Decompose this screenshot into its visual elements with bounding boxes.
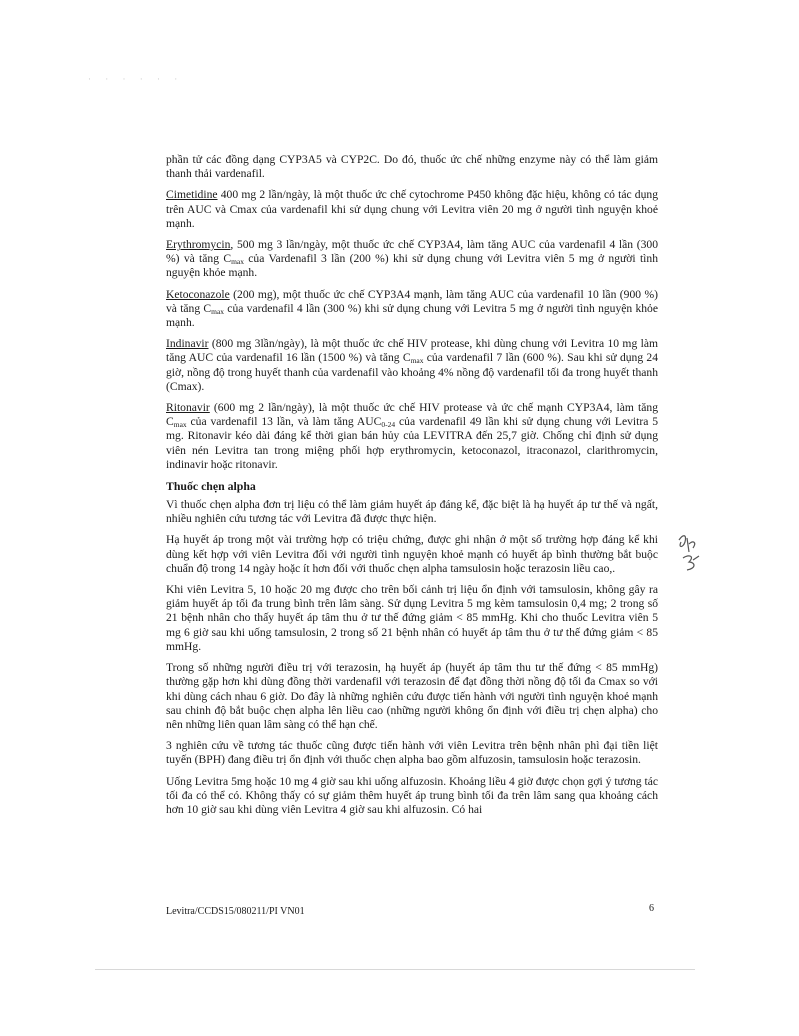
- paragraph-alpha-4: Trong số những người điều trị với terazosin, hạ huyết áp (huyết áp tâm thu tư thế đứng < 85 mmHg) thường gặp hơn khi dùng đồng thời vardenafil với terazosin để đạt đồng thời nồng độ tối đa Cmax so với khi dùng cách nhau 6 giờ. Do đây là những nghiên cứu được tiến hành với người tình nguyện khoẻ mạnh sau chinh độ bắt buộc chẹn alpha lên liều cao (những người không ổn định với điều trị chẹn alpha) cho nên những liên quan lâm sàng có thể hạn chế.: [166, 661, 658, 731]
- cimetidine-text: 400 mg 2 lần/ngày, là một thuốc ức chế cytochrome P450 không đặc hiệu, không có tác dụng trên AUC và Cmax của vardenafil khi sử dụng chung với Levitra viên 20 mg ở người tình nguyện khoẻ mạnh.: [166, 188, 658, 230]
- drug-name-ritonavir: Ritonavir: [166, 401, 210, 415]
- document-body: [166, 153, 658, 824]
- drug-name-ketoconazole: Ketoconazole: [166, 287, 230, 301]
- ketoconazole-text-1: (200 mg), một thuốc ức chế CYP3A4 mạnh, làm tăng AUC của vardenafil 10 lần (900 %) và tăng C: [166, 287, 658, 315]
- paragraph-intro: phần tử các đồng dạng CYP3A5 và CYP2C. Do đó, thuốc ức chế những enzyme này có thể làm giảm thanh thải vardenafil.: [166, 153, 658, 181]
- drug-name-erythromycin: Erythromycin: [166, 238, 231, 252]
- ritonavir-text-3: của vardenafil 49 lần khi sử dụng chung với Levitra 5 mg. Ritonavir kéo dài đáng kể thời gian bán hủy của LEVITRA đến 25,7 giờ. Chống chỉ định sử dụng viên nén Levitra tan trong miệng phối hợp erythromycin, ketoconazol, itraconazol, clarithromycin, indinavir hoặc ritonavir.: [166, 415, 658, 471]
- ketoconazole-text-2: của vardenafil 4 lần (300 %) khi sử dụng chung với Levitra 5 mg ở người tình nguyện khỏe mạnh.: [166, 301, 659, 330]
- paragraph-indinavir: [166, 337, 658, 394]
- indinavir-text-2: của vardenafil 7 lần (600 %). Sau khi sử dụng 24 giờ, nồng độ trong huyết thanh của vardenafil vào khoảng 4% nồng độ vardenafil tối đa trong huyết thanh (Cmax).: [166, 351, 658, 393]
- paragraph-alpha-3: Khi viên Levitra 5, 10 hoặc 20 mg được cho trên bối cảnh trị liệu ổn định với tamsulosin, không gây ra giảm huyết áp tối đa trung bình trên lâm sàng. Sử dụng Levitra 5 mg kèm tamsulosin 0,4 mg; 2 trong số 21 bệnh nhân cho thấy huyết áp tâm thu ở tư thế đứng giảm < 85 mmHg. Khi cho thuốc Levitra viên 5 mg 6 giờ sau khi uống tamsulosin, 2 trong số 21 bệnh nhân có huyết áp tâm thu ở tư thế đứng giảm < 85 mmHg.: [166, 583, 658, 653]
- paragraph-ritonavir: [166, 401, 658, 472]
- drug-name-indinavir: Indinavir: [166, 337, 209, 351]
- paragraph-cimetidine: [166, 188, 658, 231]
- scan-artifact-line: [95, 969, 695, 970]
- erythromycin-text-2: của Vardenafil 3 lần (200 %) khi sử dụng chung với Levitra viên 5 mg ở người tình nguyện khỏe mạnh.: [166, 252, 658, 280]
- paragraph-erythromycin: [166, 238, 658, 281]
- page-footer: [166, 903, 658, 918]
- paragraph-alpha-5: 3 nghiên cứu về tương tác thuốc cũng được tiến hành với viên Levitra trên bệnh nhân phì đại tiền liệt tuyến (BPH) đang điều trị ổn định với thuốc chẹn alpha bao gồm alfuzosin, tamsulosin hoặc terazosin.: [166, 739, 658, 767]
- document-code: Levitra/CCDS15/080211/PI VN01: [166, 906, 305, 917]
- ritonavir-text-1: (600 mg 2 lần/ngày), là một thuốc ức chế HIV protease và ức chế mạnh CYP3A4, làm tăng C: [166, 401, 658, 429]
- drug-name-cimetidine: Cimetidine: [166, 188, 218, 202]
- erythromycin-text-1: , 500 mg 3 lần/ngày, một thuốc ức chế CYP3A4, làm tăng AUC của vardenafil 4 lần (300 %) và tăng C: [166, 238, 658, 266]
- section-heading-alpha-blockers: Thuốc chẹn alpha: [166, 479, 256, 494]
- ritonavir-sub-1: max: [173, 420, 187, 430]
- erythromycin-sub: max: [231, 257, 244, 267]
- indinavir-sub: max: [410, 356, 424, 366]
- page-number: 6: [649, 903, 654, 914]
- ritonavir-sub-2: 0-24: [381, 420, 396, 430]
- indinavir-text-1: (800 mg 3lần/ngày), là một thuốc ức chế HIV protease, khi dùng chung với Levitra 10 mg làm tăng AUC của vardenafil 16 lần (1500 %) và tăng C: [166, 337, 658, 365]
- paragraph-alpha-6: Uống Levitra 5mg hoặc 10 mg 4 giờ sau khi uống alfuzosin. Khoảng liều 4 giờ được chọn gợi ý tương tác tối đa có thể có. Không thấy có sự giảm thêm huyết áp trung bình tối đa trên lâm sang qua khoảng cách hơn 10 giờ sau khi dùng viên Levitra 4 giờ sau khi alfuzosin. Có hai: [166, 774, 658, 816]
- ketoconazole-sub: max: [211, 306, 225, 316]
- scan-artifact-dots: · · · · · ·: [88, 74, 184, 84]
- paragraph-alpha-1: Vì thuốc chẹn alpha đơn trị liệu có thể làm giảm huyết áp đáng kể, đặc biệt là hạ huyết áp tư thế và ngất, nhiều nghiên cứu tương tác với Levitra đã được thực hiện.: [166, 498, 658, 526]
- handwritten-margin-note-icon: [675, 530, 705, 580]
- paragraph-alpha-2: Hạ huyết áp trong một vài trường hợp có triệu chứng, được ghi nhận ở một số trường hợp đáng kể khi dùng kết hợp với viên Levitra đối với người tình nguyện khoẻ mạnh có huyết áp bình thường bắt buộc chuẩn độ trong 14 ngày hoặc ít hơn đối với thuốc chẹn alpha tamsulosin hoặc terazosin liều cao,.: [166, 533, 658, 575]
- ritonavir-text-2: của vardenafil 13 lần, và làm tăng AUC: [186, 415, 382, 429]
- paragraph-ketoconazole: [166, 288, 658, 331]
